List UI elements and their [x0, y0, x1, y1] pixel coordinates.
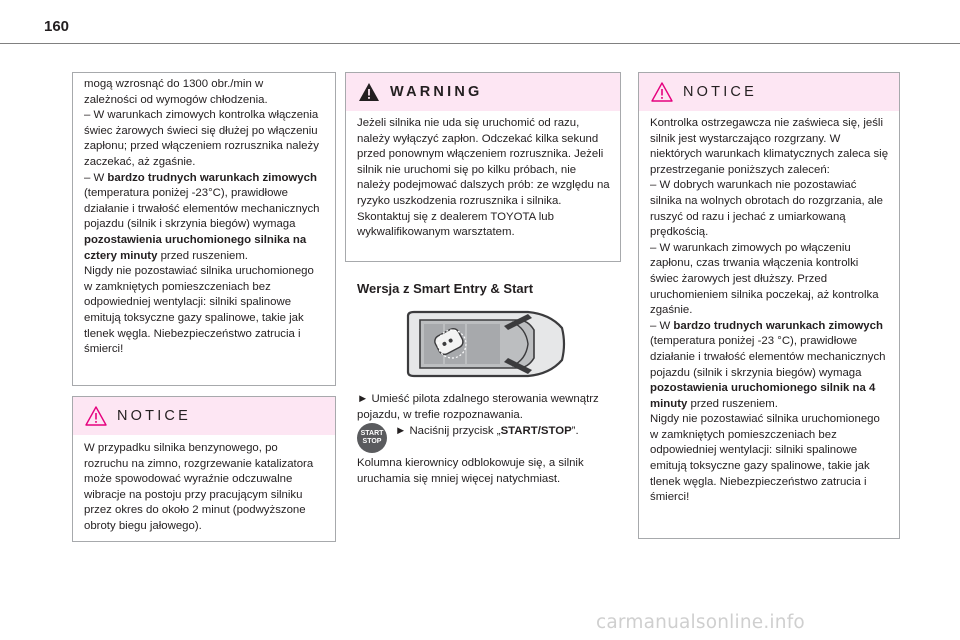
smart-entry-steps [357, 392, 619, 423]
page-number: 160 [44, 18, 70, 35]
badge-bottom-text: STOP [362, 438, 382, 445]
notice-triangle-icon [85, 406, 107, 426]
section-heading: Wersja z Smart Entry & Start [357, 281, 534, 296]
left-notice-box [72, 396, 336, 542]
notice-p5: Nigdy nie pozostawiać silnika uruchomionego w zamkniętych pomieszczeniach bez odpowiedniej wentylacji: silniki spalinowe emitują toksyczne gazy spalinowe, takie jak tlenek węgla. Niebezpieczeństwo zatrucia i śmierci! [650, 413, 880, 504]
header-divider [0, 43, 960, 44]
continued-line-1: mogą wzrosnąć do 1300 obr./min w [84, 78, 264, 90]
extreme-winter-item: – W bardzo trudnych warunkach zimowych (temperatura poniżej -23°C), prawidłowe działanie i trwałość elementów mechanicznych pojazdu (silnik i skrzynia biegów) wymaga pozostawienia uruchomionego silnika na cztery minuty przed ruszeniem. [84, 171, 320, 262]
step-2: ► Naciśnij przycisk „START/STOP”. [395, 425, 579, 437]
notice-header [73, 397, 335, 435]
warning-box [345, 72, 621, 262]
notice-header [639, 73, 899, 111]
notice-title: NOTICE [117, 408, 191, 424]
continued-line-2: zależności od wymogów chłodzenia. [84, 93, 268, 106]
car-with-key-illustration [400, 308, 568, 380]
notice-title: NOTICE [683, 84, 757, 100]
step-1: ► Umieść pilota zdalnego sterowania wewnątrz pojazdu, w trefie rozpoznawania. [357, 393, 599, 421]
winter-item: – W warunkach zimowych kontrolka włączenia świec żarowych świeci się dłużej po włączeniu zapłonu; przed włączeniem rozrusznika należy zaczekać, aż zgaśnie. [84, 109, 319, 168]
warning-header [346, 73, 620, 111]
right-notice-box [638, 72, 900, 539]
notice-triangle-icon [651, 82, 673, 102]
after-start-text: Kolumna kierownicy odblokowuje się, a silnik uruchamia się mniej więcej natychmiast. [357, 457, 584, 485]
ventilation-warning: Nigdy nie pozostawiać silnika uruchomionego w zamkniętych pomieszczeniach bez odpowiedniej wentylacji: silniki spalinowe emitują toksyczne gazy spalinowe, takie jak tlenek węgla. Niebezpieczeństwo zatrucia i śmierci! [84, 265, 314, 356]
notice-p1: Kontrolka ostrzegawcza nie zaświeca się, jeśli silnik jest wystarczająco rozgrzany. W niektórych warunkach klimatycznych zaleca się przestrzeganie poniższych zaleceń: [650, 117, 889, 176]
notice-p4: – W bardzo trudnych warunkach zimowych (temperatura poniżej -23 °C), prawidłowe działanie i trwałość elementów mechanicznych pojazdu (silnik i skrzynia biegów) wymaga pozostawienia uruchomionego silnik na 4 minuty przed ruszeniem. [650, 319, 886, 410]
start-stop-button-icon [357, 423, 387, 453]
warning-text: Jeżeli silnika nie uda się uruchomić od razu, należy wyłączyć zapłon. Odczekać kilka sekund przed ponownym włączeniem rozrusznika. Jeżeli silnik nie uruchomi się po kilku próbach, nie należy podejmować dalszych prób: ze względu na ryzyko uszkodzenia rozrusznika i silnika. Skontaktuj się z dealerem TOYOTA lub wykwalifikowanym warsztatem. [357, 117, 610, 239]
warning-triangle-icon [358, 82, 380, 102]
watermark: carmanualsonline.info [596, 612, 805, 633]
notice-text: W przypadku silnika benzynowego, po rozruchu na zimno, rozgrzewanie katalizatora może spowodować wyraźnie odczuwalne wibracje na postoju przy pracującym silniku przez okres do około 2 minut (podwyższone obroty biegu jałowego). [84, 442, 314, 532]
notice-p3: – W warunkach zimowych po włączeniu zapłonu, czas trwania włączenia kontrolki świec żarowych jest dłuższy. Przed uruchomieniem silnika poczekaj, aż kontrolka zgaśnie. [650, 241, 879, 317]
notice-p2: – W dobrych warunkach nie pozostawiać silnika na wolnych obrotach do rozgrzania, ale ruszyć od razu i jechać z umiarkowaną prędkością. [650, 179, 884, 239]
badge-top-text: START [360, 430, 384, 437]
left-warning-continued-box [72, 72, 336, 386]
warning-title: WARNING [390, 84, 483, 100]
